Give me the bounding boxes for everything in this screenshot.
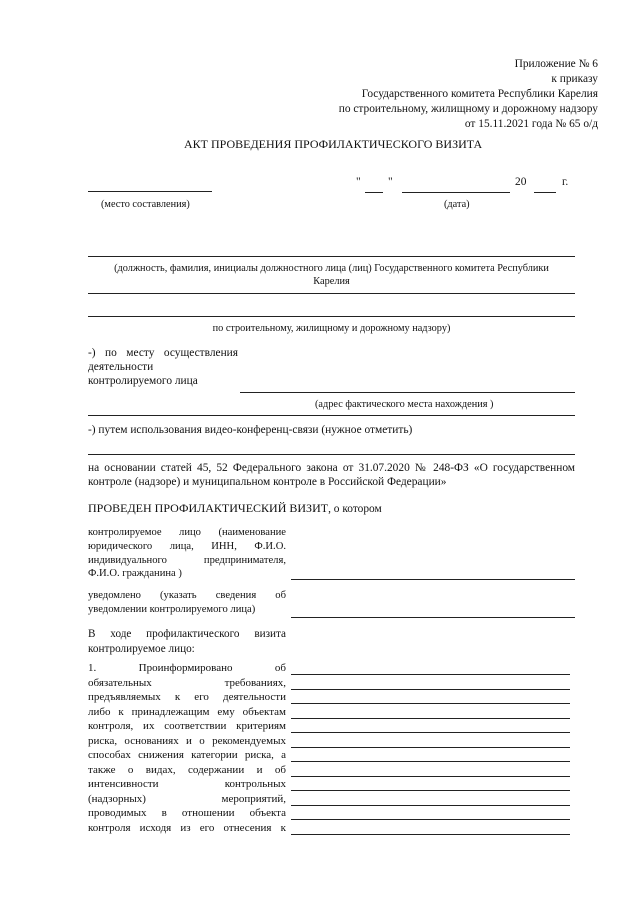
month-blank[interactable]	[402, 192, 510, 193]
notification-blank[interactable]	[291, 617, 575, 618]
official-label-3: по строительному, жилищному и дорожному надзору)	[212, 323, 451, 334]
visit-heading-caps: ПРОВЕДЕН ПРОФИЛАКТИЧЕСКИЙ ВИЗИТ	[88, 501, 329, 515]
year-blank[interactable]	[534, 192, 556, 193]
controlled-person-label: контролируемое лицо (наименование юридического лица, ИНН, Ф.И.О. индивидуального предпринимателя, Ф.И.О. гражданина )	[88, 527, 286, 580]
item-1-text: 1. Проинформировано об обязательных требованиях, предъявляемых к его деятельности либо к принадлежащим ему объектам контроля, их соответствии критериям риска, основаниях и о рекомендуемых способах снижения категории риска, а также о видах, содержании и об интенсивности контрольных (надзорных) мероприятий, проводимых в отношении объекта контроля исходя из его отнесения к	[88, 662, 286, 834]
onsite-option-3: контролируемого лица	[88, 375, 198, 387]
day-blank[interactable]	[365, 192, 383, 193]
answer-line[interactable]	[291, 819, 570, 820]
answer-line[interactable]	[291, 747, 570, 748]
committee-name-cont: по строительному, жилищному и дорожному надзору	[338, 103, 598, 115]
quote-close: "	[388, 176, 393, 188]
controlled-person-blank[interactable]	[291, 579, 575, 580]
visit-heading	[88, 501, 382, 517]
video-blank[interactable]	[88, 454, 575, 455]
answer-line[interactable]	[291, 689, 570, 690]
onsite-option[interactable]: -) по месту осуществления	[88, 347, 238, 359]
committee-name: Государственного комитета Республики Карелия	[361, 88, 598, 100]
year-suffix: г.	[562, 176, 569, 188]
document-title: АКТ ПРОВЕДЕНИЯ ПРОФИЛАКТИЧЕСКОГО ВИЗИТА	[184, 137, 483, 151]
answer-line[interactable]	[291, 790, 570, 791]
notification-label: уведомлено (указать сведения об уведомлении контролируемого лица)	[88, 590, 286, 615]
answer-line[interactable]	[291, 805, 570, 806]
basis-line-1: на основании статей 45, 52 Федерального закона от 31.07.2020 № 248-ФЗ «О государственном	[88, 462, 575, 474]
onsite-option-2: деятельности	[88, 361, 154, 373]
answer-line[interactable]	[291, 703, 570, 704]
official-blank-2[interactable]	[88, 293, 575, 294]
basis-line-2: контроле (надзоре) и муниципальном контроле в Российской Федерации»	[88, 476, 447, 488]
answer-line[interactable]	[291, 732, 570, 733]
appendix-number: Приложение № 6	[514, 58, 598, 70]
address-blank-2[interactable]	[88, 415, 575, 416]
order-reference: к приказу	[551, 73, 598, 85]
year-prefix: 20	[515, 176, 527, 188]
address-label: (адрес фактического места нахождения )	[315, 399, 494, 410]
answer-line[interactable]	[291, 718, 570, 719]
address-blank[interactable]	[240, 392, 575, 393]
date-label: (дата)	[444, 199, 470, 210]
video-option[interactable]: -) путем использования видео-конференц-связи (нужное отметить)	[88, 424, 413, 436]
official-label-1: (должность, фамилия, инициалы должностного лица (лиц) Государственного комитета Республики	[114, 263, 549, 274]
official-blank-3[interactable]	[88, 316, 575, 317]
answer-line[interactable]	[291, 834, 570, 835]
place-blank[interactable]	[88, 191, 212, 192]
answer-line[interactable]	[291, 761, 570, 762]
course-label: В ходе профилактического визита контролируемое лицо:	[88, 628, 286, 655]
place-label: (место составления)	[101, 199, 190, 210]
official-blank[interactable]	[88, 256, 575, 257]
quote-open: "	[356, 176, 361, 188]
visit-heading-rest: , о котором	[328, 503, 382, 515]
official-label-2: Карелия	[313, 276, 350, 287]
order-date: от 15.11.2021 года № 65 о/д	[464, 118, 598, 130]
answer-line[interactable]	[291, 776, 570, 777]
answer-line[interactable]	[291, 674, 570, 675]
